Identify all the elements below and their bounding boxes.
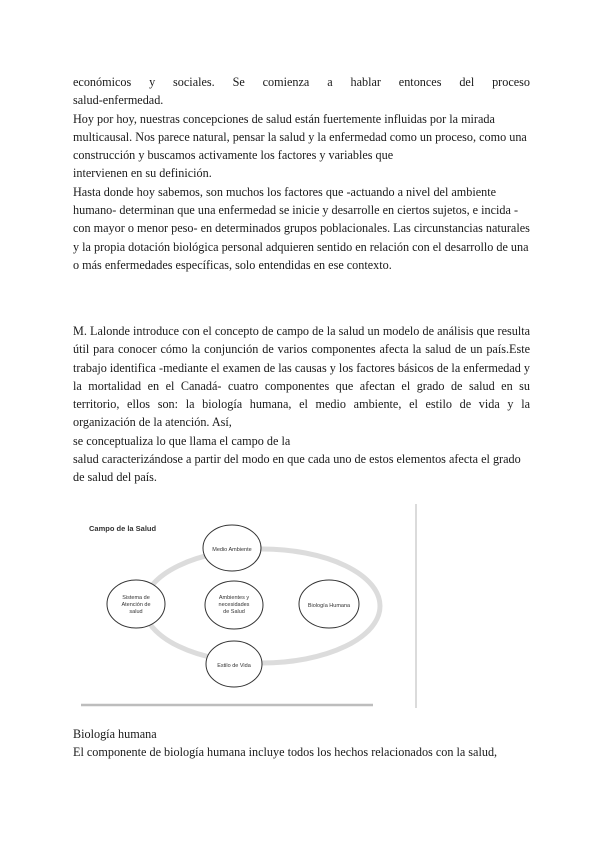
node-label-left-3: salud: [129, 609, 143, 615]
lalonde-section: [73, 322, 530, 487]
node-label-left-1: Sistema de: [122, 595, 150, 601]
paragraph-definition: intervienen en su definición.: [73, 166, 212, 181]
paragraph-characterization: salud caracterizándose a partir del modo en que cada uno de estos elementos afecta el grado de salud del país.: [73, 452, 521, 485]
biologia-section: [73, 725, 530, 762]
section-heading: Biología humana: [73, 727, 157, 741]
node-label-center-2: necesidades: [218, 602, 250, 608]
paragraph-multicausal: Hoy por hoy, nuestras concepciones de salud están fuertemente influidas por la mirada multicausal. Nos parece natural, pensar la salud y la enfermedad como un proceso, como una construcción y buscamos activamente los factores y variables que: [73, 111, 527, 163]
node-label-center-3: de Salud: [223, 609, 245, 615]
node-label-top: Medio Ambiente: [212, 547, 252, 553]
diagram-title: Campo de la Salud: [89, 524, 157, 533]
health-field-diagram: [73, 504, 419, 708]
paragraph-biologia: El componente de biología humana incluye todos los hechos relacionados con la salud,: [73, 745, 498, 760]
intro-section: [73, 73, 530, 274]
paragraph-continuation-line: económicos y sociales. Se comienza a hablar entonces del proceso: [73, 75, 530, 89]
paragraph-continuation-end: salud-enfermedad.: [73, 93, 164, 108]
node-biologia-humana: [299, 580, 359, 628]
node-estilo-vida: [206, 641, 262, 687]
node-label-left-2: Atención de: [121, 602, 151, 608]
paragraph-concept: se conceptualiza lo que llama el campo de la: [73, 433, 291, 448]
node-label-bottom: Estilo de Vida: [217, 663, 251, 669]
paragraph-lalonde: M. Lalonde introduce con el concepto de campo de la salud un modelo de análisis que resulta útil para conocer cómo la conjunción de varios componentes afecta la salud de un país.Este trabajo identifica -mediante el examen de las causas y los factores básicos de la enfermedad y la mortalidad en el Canadá- cuatro componentes que afectan el grado de salud en su territorio, ellos son: la biología humana, el medio ambiente, el estilo de vida y la organización de la atención. Así,: [73, 324, 530, 430]
node-medio-ambiente: [203, 525, 261, 571]
node-label-center-1: Ambientes y: [218, 595, 250, 601]
paragraph-factors: Hasta donde hoy sabemos, son muchos los factores que -actuando a nivel del ambiente humano- determinan que una enfermedad se inicie y desarrolle en ciertos sujetos, e incida -con mayor o menor peso- en determinados grupos poblacionales. Las circunstancias naturales y la propia dotación biológica personal adquieren sentido en relación con el desarrollo de una o más enfermedades específicas, solo entendidas en ese contexto.: [73, 184, 530, 272]
node-sistema-atencion: [107, 580, 165, 628]
node-label-right: Biología Humana: [307, 603, 351, 609]
node-ambientes-necesidades: [205, 581, 263, 629]
